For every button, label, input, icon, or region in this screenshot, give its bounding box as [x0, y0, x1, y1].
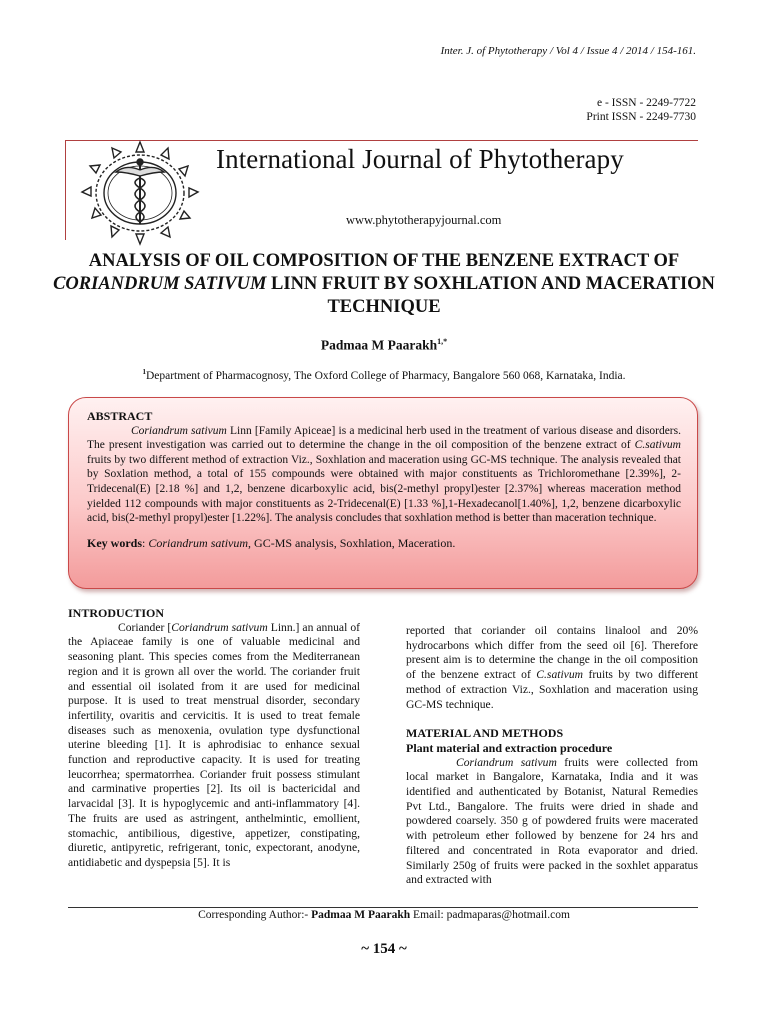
methods-subheading: Plant material and extraction procedure [406, 740, 613, 755]
keywords-species: Coriandrum sativum [148, 535, 249, 550]
paper-title-species: CORIANDRUM SATIVUM [53, 274, 267, 294]
paper-title [40, 250, 728, 319]
introduction-paragraph-1 [68, 621, 360, 871]
column-right [406, 624, 698, 888]
keywords-rest: , GC-MS analysis, Soxhlation, Maceration. [248, 535, 456, 550]
affiliation-text: Department of Pharmacognosy, The Oxford College of Pharmacy, Bangalore 560 068, Karnataka, India. [145, 369, 626, 382]
author-name [0, 337, 768, 354]
corresponding-label: Corresponding Author:- [198, 909, 312, 921]
author-name-text: Padmaa M Paarakh [320, 337, 438, 353]
abstract-text-part-1: Linn [Family Apiceae] is a medicinal herb used in the treatment of various disease and disorders. The present investigation was carried out to determine the change in the oil composition of the benzene extract of [87, 424, 681, 452]
corresponding-name: Padmaa M Paarakh [311, 909, 411, 921]
affiliation-superscript: 1 [142, 368, 146, 376]
methods-paragraph [406, 756, 698, 888]
intro-p2-start: reported that coriander oil contains linalool and 20% hydrocarbons which differ from the seed oil [6]. Therefore present aim is to determine the change in the oil composition of the benzene extract of [406, 624, 698, 682]
email-label: Email: [410, 909, 447, 921]
abstract-heading: ABSTRACT [87, 409, 153, 423]
print-issn: Print ISSN - 2249-7730 [586, 111, 696, 123]
methods-species: Coriandrum sativum [456, 755, 557, 769]
abstract-species: Coriandrum sativum [131, 424, 227, 437]
author-affiliation [0, 368, 768, 382]
intro-p1-start: Coriander [ [118, 620, 172, 634]
header-rule-vertical [65, 140, 66, 240]
paper-title-part-2: LINN FRUIT BY SOXHLATION AND MACERATION TECHNIQUE [266, 274, 715, 317]
keywords-line [87, 536, 681, 551]
intro-p2-rest: fruits by two different method of extraction Viz., Soxhlation and maceration using GC-MS technique. [406, 668, 698, 711]
methods-text: fruits were collected from local market in Bangalore, Karnataka, India and it was identified and authenticated by Botanist, Natural Remedies Pvt Ltd., Bangalore. The fruits were dried in shade and powdered coarsely. 350 g of powdered fruits were macerated with petroleum ether followed by benzene for 24 hrs and filtered and concentrated in Rota evaporator and dried. Similarly 250g of fruits were packed in the soxhlet apparatus and extracted with [406, 755, 698, 887]
caduceus-wreath-logo-icon [72, 138, 208, 248]
issn-block [586, 96, 696, 124]
footer-rule [68, 907, 698, 908]
author-superscript: 1,* [437, 337, 448, 346]
email-link[interactable]: padmaparas@hotmail.com [446, 909, 570, 921]
introduction-paragraph-2 [406, 624, 698, 712]
methods-heading: MATERIAL AND METHODS [406, 726, 564, 741]
abstract-text [87, 424, 681, 526]
journal-website-link[interactable]: www.phytotherapyjournal.com [346, 213, 502, 227]
journal-title: International Journal of Phytotherapy [216, 144, 624, 174]
eissn: e - ISSN - 2249-7722 [596, 97, 696, 109]
intro-p1-rest: Linn.] an annual of the Apiaceae family is one of valuable medicinal and seasoning plant. This species comes from the Mediterranean region and it is grown all over the world. The coriander fruit and essential oil isolated from it are used for medicinal purpose. It is used to treat menstrual disorder, secondary infertility, ovaritis and cervicitis. It is used to treat female diseases such as menoxenia, ovulation type dysfunctional uterine bleeding [1]. It is aphrodisiac to enhance sexual function and reproductive capacity. It is used for treating leucorrhea; spermatorrhea. Coriander fruit possess stimulant and carminative properties [2]. Its oil is bactericidal and larvacidal [3]. It is hypoglycemic and anti-inflammatory [4]. The fruits are used as astringent, anthelmintic, emollient, stomachic, antibilious, digestive, appetizer, constipating, diuretic, antipyretic, refrigerant, tonic, expectorant, anodyne, antidiabetic and dyspepsia [5]. It is [68, 620, 360, 869]
intro-p2-species: C.sativum [536, 668, 583, 682]
abstract-text-part-2: fruits by two different method of extraction Viz., Soxhlation and maceration using GC-MS technique. The analysis revealed that by Soxlation method, a total of 155 compounds were obtained with major constituents as Trichloromethane [2.39%], 2-Tridecenal(E) [2.18 %] and 1,2, benzene dicarboxylic acid, bis(2-methyl propyl)ester [2.37%] whereas maceration method yielded 112 compounds with major constituents as 2-Tridecenal(E) [1.33 %],1-Hexadecanol[1.40%], 1,2, benzene dicarboxylic acid, bis(2-methyl propyl)ester [1.22%]. The analysis concludes that soxhlation method is better than maceration technique. [87, 453, 681, 525]
abstract-species-abbr: C.sativum [634, 439, 681, 452]
page-number: ~ 154 ~ [361, 941, 407, 957]
intro-p1-species: Coriandrum sativum [171, 620, 268, 634]
keywords-separator: : [142, 535, 149, 550]
introduction-heading: INTRODUCTION [68, 606, 165, 620]
column-left [68, 606, 360, 871]
keywords-label: Key words [87, 535, 142, 550]
abstract-box [68, 397, 698, 589]
paper-title-part-1: ANALYSIS OF OIL COMPOSITION OF THE BENZENE EXTRACT OF [88, 251, 680, 271]
journal-citation: Inter. J. of Phytotherapy / Vol 4 / Issue 4 / 2014 / 154-161. [440, 45, 696, 57]
corresponding-author-line [0, 909, 768, 921]
